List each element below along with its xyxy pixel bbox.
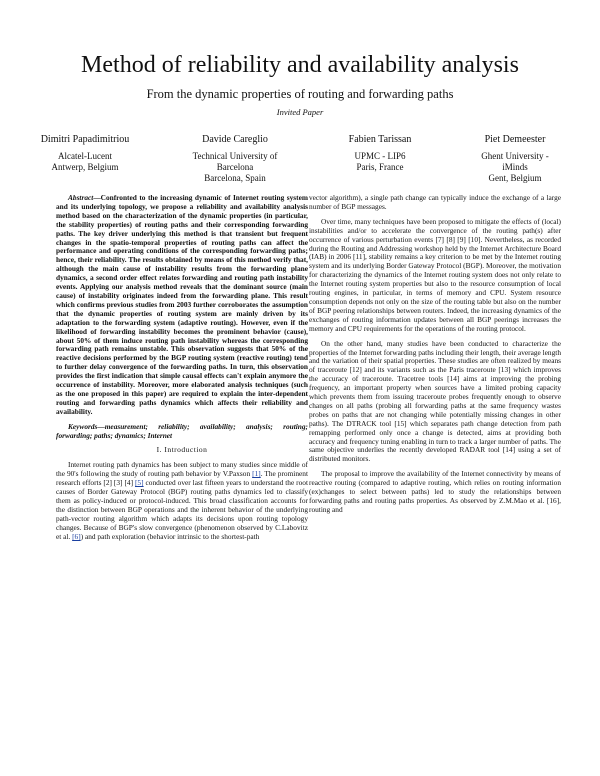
author-block <box>305 134 455 173</box>
intro-paragraph <box>56 461 308 541</box>
citation-link[interactable]: [1] <box>252 469 261 479</box>
author-name: Dimitri Papadimitriou <box>40 134 130 145</box>
author-location: Paris, France <box>356 162 404 172</box>
author-location: Antwerp, Belgium <box>51 162 119 172</box>
abstract <box>56 194 308 417</box>
right-column <box>309 194 561 521</box>
keywords-text: —measurement; reliability; availability; analysis; routing; forwarding; paths; dynamics; Internet <box>56 421 308 440</box>
author-affiliation: Alcatel-Lucent <box>58 151 112 161</box>
section-heading: I. Introduction <box>156 445 208 455</box>
body-paragraph: On the other hand, many studies have been conducted to characterize the properties of the Internet forwarding paths including their length, their average length and the variation of their spatial properties. These studies are often realized by means of traceroute [12] and its variants such as the Paris traceroute [13] which improves the accuracy of traceroute. Tracetree tools [14] aims at improving the probing frequency, an important property when sources have a limited probing capacity which prevents them from issuing traceroute probes frequently enough to observe changes on all paths (probing all forwarding paths at the same frequency wastes probes on paths that are not changing while potentially missing changes in other paths). The DTRACK tool [15] which separates path change detection from path remapping performed only once a change is detected, aims at providing both accuracy and frequency tuning enabling in turn to track a larger number of paths. The same objective underlies the recently developed RADAR tool [14] using a set of distributed monitors. <box>309 338 561 464</box>
intro-text: Internet routing path dynamics has been subject to many studies since middle of the 90's following the study of routing path behavior by V.Paxson <box>56 460 308 479</box>
keywords-label: Keywords <box>68 421 98 431</box>
citation-link[interactable]: [6] <box>72 531 81 541</box>
citation-link[interactable]: [5] <box>134 478 144 488</box>
paper-title: Method of reliability and availability analysis <box>81 52 519 78</box>
author-location: Gent, Belgium <box>488 173 542 183</box>
author-affiliation: Technical University of <box>192 151 278 161</box>
left-column <box>56 194 308 548</box>
author-block <box>10 134 160 173</box>
author-affiliation: Ghent University - <box>481 151 549 161</box>
abstract-text: —Confronted to the increasing dynamic of Internet routing system and its underlying topology, we propose a reliability and availability analysis method based on the characterization of the dynamic properties (in particular, the stability properties) of routing paths and their corresponding forwarding paths. The key driver underlying this method is that transient but frequent changes in the spatio-temporal properties of routing paths can affect the performance and operating conditions of the corresponding forwarding paths; hence, their reliability. The results obtained by means of this method verify that, although the main cause of instability results from the forwarding plane dynamics, a second order effect relates forwarding and routing path instability events. Applying our analysis method reveals that the dominant source (main cause) of instability originates indeed from the forwarding plane. This result which confirms previous studies from 2003 further corroborates the assumption that the dynamic properties of routing system are mainly driven by its adaptation to the forwarding system (adaptive routing). However, even if the likelihood of forwarding instability becomes the prominent behavior (cause), about 50% of them induce routing path instability whereas the corresponding forwarding path remains unstable. This observation suggests that 50% of the reactive decisions performed by the BGP routing system (reactive routing) tend to further delay convergence of the forwarding paths. In turn, this observation provides the first indication that simple causal effects can't explain anymore the occurrence of instability. Moreover, more elaborated analysis techniques (such as the one proposed in this paper) are required to explain the inter-dependent routing and forwarding paths dynamics which affects their reliability and availability. <box>56 193 308 416</box>
invited-paper-note: Invited Paper <box>276 107 324 117</box>
author-name: Davide Careglio <box>202 134 268 145</box>
body-paragraph: The proposal to improve the availability of the Internet connectivity by means of reactive routing (compared to adaptive routing, which relies on routing information (ex)changes to select between paths) led to study the relationships between forwarding paths and routing paths properties. As observed by Z.M.Mao et al. [16], routing and <box>309 469 561 514</box>
author-affiliation: UPMC - LIP6 <box>354 151 406 161</box>
author-block <box>440 134 590 184</box>
body-paragraph: vector algorithm), a single path change can typically induce the exchange of a large number of BGP messages. <box>309 193 561 211</box>
intro-text: . The prominent research efforts [2] [3] [4] <box>56 469 308 488</box>
author-block <box>160 134 310 184</box>
author-affiliation: Barcelona <box>216 162 254 172</box>
body-paragraph: Over time, many techniques have been proposed to mitigate the effects of (local) instabilities and/or to accelerate the convergence of the routing path(s) after occurrence of various perturbation events [7] [8] [9] [10]. Nevertheless, as recorded during the Routing and Addressing workshop held by the Internet Architecture Board (IAB) in 2006 [11], stability remains a key criterion to be met by the Internet routing system and its underlying Border Gateway Protocol (BGP). Moreover, the motivation for characterizing the dynamics of the Internet routing system does not only relate to the Internet routing system properties but also to the resource consumption of local routing engines, in particular, in terms of memory and CPU. System resource consumption depends not only on the size of the routing table but also on the number of BGP peering relationships between routers. Indeed, the increasing dynamics of the exchanges of routing information updates between all BGP peerings increases the memory and CPU requirements for the operations of the routing protocol. <box>309 216 561 333</box>
intro-text: ) and path exploration (behavior intrinsic to the shortest-path <box>80 531 260 541</box>
intro-text: conducted over last fifteen years to understand the root causes of Border Gateway Protocol (BGP) routing paths dynamics led to classify them as policy-induced or protocol-induced. This broad classification accounts for the distinction between BGP operations and the inherent behavior of the underlying path-vector routing algorithm which adapts its decisions upon routing topology changes. Because of BGP's slow convergence (phenomenon observed by C.Labovitz et al. <box>56 478 308 541</box>
author-affiliation: iMinds <box>502 162 528 172</box>
paper-subtitle: From the dynamic properties of routing and forwarding paths <box>146 87 454 101</box>
keywords <box>56 423 308 441</box>
author-name: Fabien Tarissan <box>348 134 412 145</box>
abstract-label: Abstract <box>68 193 94 202</box>
author-name: Piet Demeester <box>484 134 546 145</box>
author-location: Barcelona, Spain <box>204 173 266 183</box>
